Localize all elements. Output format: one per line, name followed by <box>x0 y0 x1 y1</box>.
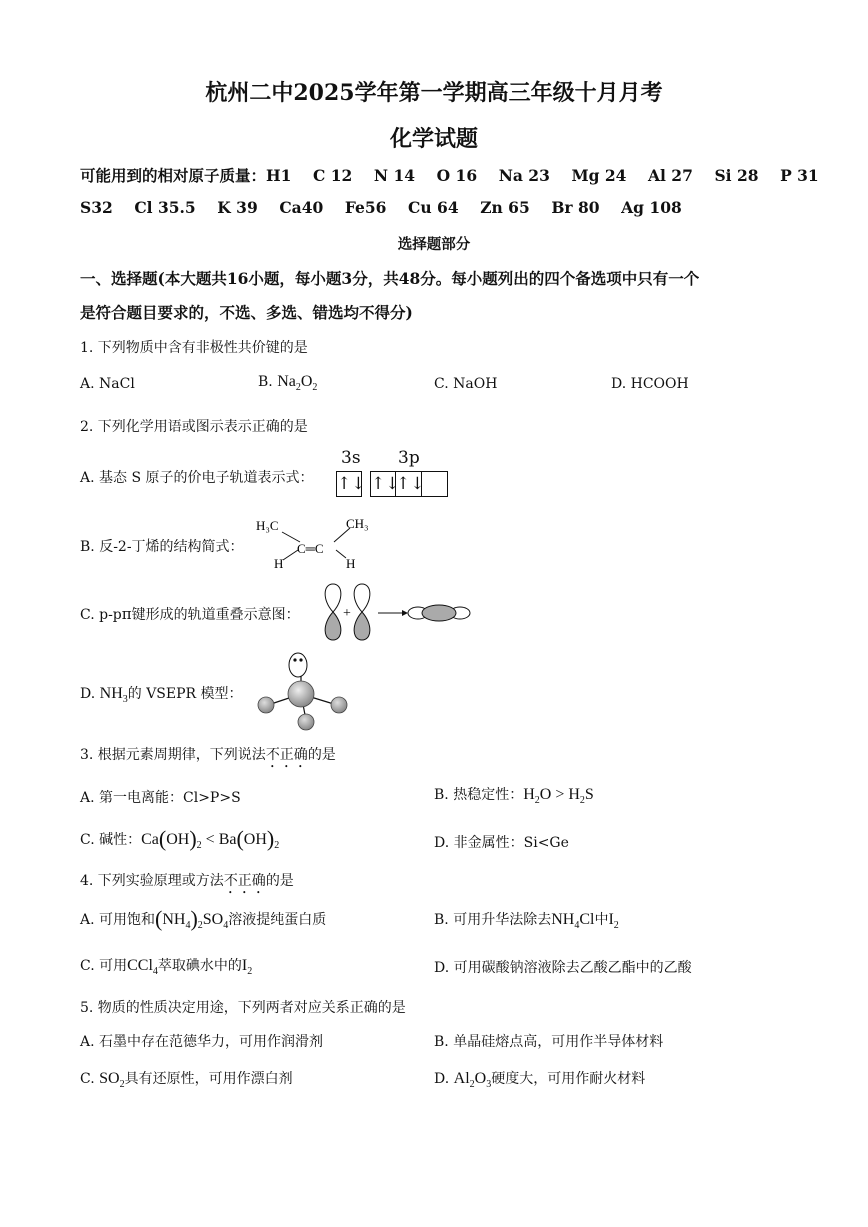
hydrogen-atom <box>331 697 347 713</box>
plus-sign: + <box>343 606 351 621</box>
lone-pair-lobe <box>289 653 307 677</box>
lone-pair-electron <box>293 658 296 661</box>
q5-c-pre: C. <box>80 1071 95 1087</box>
section-title: 选择题部分 <box>397 236 471 253</box>
q4-option-b <box>434 909 619 931</box>
q4-b-pre: B. 可用升华法除去 <box>434 912 552 928</box>
nh3-formula: $NH_3$ <box>99 685 128 706</box>
q2-label-3s: 3s <box>341 448 361 468</box>
q3-option-c-label: C. 碱性： <box>80 832 142 848</box>
orbital-box-empty <box>422 471 448 497</box>
q1-stem: 1. 下列物质中含有非极性共价键的是 <box>80 340 308 356</box>
q5-d-pre: D. <box>434 1071 450 1087</box>
q5-option-a: A. 石墨中存在范德华力，可用作润滑剂 <box>80 1034 324 1050</box>
atomic-mass-values-1: H1 C 12 N 14 O 16 Na 23 Mg 24 Al 27 Si 28 P 31 <box>266 166 819 185</box>
hydrogen-atom <box>298 714 314 730</box>
q2-d-label: D. <box>80 686 96 702</box>
q1-option-c: C. NaOH <box>434 376 498 392</box>
q2-d-post: 的 VSEPR 模型： <box>127 686 243 702</box>
q3-stem-emphasis: 不正确 <box>265 747 308 763</box>
nh3-vsepr-model <box>254 650 354 732</box>
q4-option-c <box>80 955 252 977</box>
overlap-region <box>422 605 456 621</box>
q1-option-b-formula: $Na_2O_2$ <box>277 373 318 394</box>
atomic-mass-line-1 <box>80 164 819 186</box>
q3-option-b-formula: $H_2O > H_2S$ <box>523 786 594 807</box>
bond-line <box>283 550 298 560</box>
exam-title: 杭州二中2025学年第一学期高三年级十月月考 <box>205 80 663 106</box>
lone-pair-electron <box>299 658 302 661</box>
pi-symbol: π <box>121 605 132 623</box>
q3-option-c <box>80 826 279 852</box>
hydrogen-atom <box>258 697 274 713</box>
structure-h-left: H <box>274 556 284 571</box>
q1-option-a: A. NaCl <box>80 376 135 392</box>
section-instructions-1: 一、选择题(本大题共16小题，每小题3分，共48分。每小题列出的四个备选项中只有一个 <box>80 269 700 288</box>
q5-stem: 5. 物质的性质决定用途，下列两者对应关系正确的是 <box>80 1000 406 1016</box>
q4-c-pre: C. 可用 <box>80 958 128 974</box>
q5-c-post: 具有还原性，可用作漂白剂 <box>124 1071 293 1087</box>
q1-option-b <box>258 373 317 393</box>
bond-line <box>336 550 346 558</box>
q2-label-3p: 3p <box>398 448 420 468</box>
q2-option-b-text: B. 反-2-丁烯的结构简式： <box>80 539 244 555</box>
exam-subtitle: 化学试题 <box>389 126 478 152</box>
q2-option-d-text <box>80 683 243 705</box>
q1-option-b-label: B. <box>258 374 273 390</box>
q4-b-mid: 中 <box>594 912 609 928</box>
q3-option-c-formula: $Ca(OH)_2 < Ba(OH)_2$ <box>141 826 280 852</box>
structure-cc: C═C <box>297 541 324 556</box>
q3-stem-pre: 3. 根据元素周期律，下列说法 <box>80 747 266 763</box>
structure-ch3: CH₃ <box>346 516 369 531</box>
q4-b-formula-1: $NH_4Cl$ <box>551 911 595 932</box>
orbital-box: ↑↓ <box>370 471 396 497</box>
q3-option-d: D. 非金属性：Si<Ge <box>434 835 569 851</box>
q4-a-post: 溶液提纯蛋白质 <box>228 912 327 928</box>
trans-2-butene-structure <box>250 510 380 572</box>
p-orbital-lobe <box>354 584 370 612</box>
q4-c-formula-2: $I_2$ <box>241 957 253 978</box>
q5-c-formula: $SO_2$ <box>99 1070 125 1091</box>
q4-stem <box>80 870 294 897</box>
q4-stem-post: 的是 <box>265 873 294 889</box>
q4-option-d: D. 可用碳酸钠溶液除去乙酸乙酯中的乙酸 <box>434 960 692 976</box>
q4-a-formula: $(NH_4)_2SO_4$ <box>155 906 229 932</box>
atomic-mass-line-2: S32 Cl 35.5 K 39 Ca40 Fe56 Cu 64 Zn 65 Br 80 Ag 108 <box>80 198 682 217</box>
q5-d-post: 硬度大，可用作耐火材料 <box>491 1071 646 1087</box>
q2-c-pre: C. p-p <box>80 607 122 623</box>
q5-option-c <box>80 1068 293 1090</box>
q3-option-b <box>434 784 594 806</box>
structure-h3c: H₃C <box>256 518 279 533</box>
section-instructions-2: 是符合题目要求的，不选、多选、错选均不得分) <box>80 303 413 322</box>
structure-h-right: H <box>346 556 356 571</box>
arrow-head <box>402 610 408 616</box>
p-orbital-lobe-shaded <box>325 612 341 640</box>
q2-orbital-3s <box>336 471 366 497</box>
orbital-box: ↑↓ <box>336 471 362 497</box>
q5-d-formula: $Al_2O_3$ <box>453 1070 492 1091</box>
atomic-mass-label: 可能用到的相对原子质量： <box>80 166 267 185</box>
orbital-box: ↑↓ <box>396 471 422 497</box>
q4-c-formula-1: CCl$_4$ <box>127 957 158 978</box>
q2-orbital-3p <box>370 471 448 497</box>
nitrogen-atom <box>288 681 314 707</box>
q3-stem-post: 的是 <box>307 747 336 763</box>
q5-option-b: B. 单晶硅熔点高，可用作半导体材料 <box>434 1034 664 1050</box>
p-orbital-lobe <box>325 584 341 612</box>
q5-option-d <box>434 1068 645 1090</box>
q3-stem <box>80 744 336 771</box>
q4-option-a <box>80 906 326 932</box>
q3-option-a: A. 第一电离能：Cl>P>S <box>80 790 241 806</box>
q4-a-pre: A. 可用饱和 <box>80 912 156 928</box>
q2-stem: 2. 下列化学用语或图示表示正确的是 <box>80 419 308 435</box>
q3-option-b-label: B. 热稳定性： <box>434 787 524 803</box>
q2-option-c-text <box>80 604 300 624</box>
q1-option-d: D. HCOOH <box>611 376 689 392</box>
q2-option-a-text: A. 基态 S 原子的价电子轨道表示式： <box>80 470 314 486</box>
q2-c-post: 键形成的轨道重叠示意图： <box>131 607 300 623</box>
q4-c-mid: 萃取碘水中的 <box>157 958 242 974</box>
q4-stem-pre: 4. 下列实验原理或方法 <box>80 873 224 889</box>
q4-b-formula-2: $I_2$ <box>608 911 619 932</box>
p-orbital-lobe-shaded <box>354 612 370 640</box>
q4-stem-emphasis: 不正确 <box>223 873 266 889</box>
pi-bond-overlap-diagram <box>318 582 478 644</box>
